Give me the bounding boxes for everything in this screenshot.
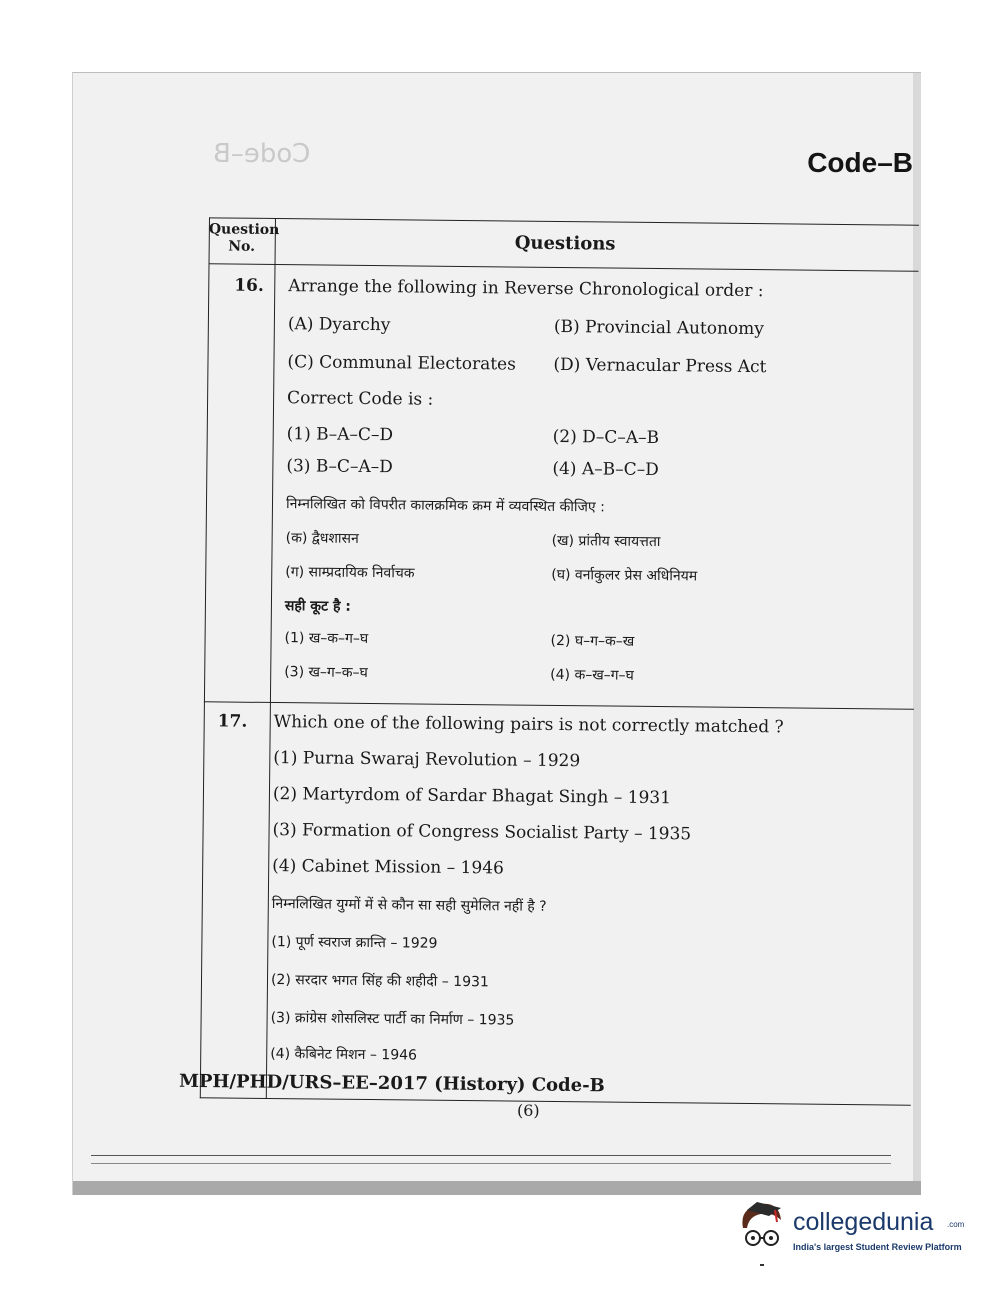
q17-hindi-stem: निम्नलिखित युग्मों में से कौन सा सही सुमेलित नहीं है ? [271, 896, 547, 915]
q17-hindi-option-4: (4) कैबिनेट मिशन – 1946 [270, 1046, 418, 1064]
q17-option-4: (4) Cabinet Mission – 1946 [272, 856, 504, 879]
q17-option-3: (3) Formation of Congress Socialist Party – 1935 [272, 820, 692, 845]
collegedunia-logo [735, 1198, 965, 1258]
page-number: (6) [517, 1101, 540, 1120]
brand-name: collegedunia [793, 1208, 934, 1236]
q17-hindi-option-1: (1) पूर्ण स्वराज क्रान्ति – 1929 [271, 934, 438, 952]
column-header-questions: Questions [514, 232, 616, 255]
corner-mark [760, 1264, 764, 1266]
scan-bottom-edge [73, 1181, 921, 1195]
question-16-number: 16. [234, 275, 264, 296]
scanned-page [72, 72, 921, 1195]
footer-code-line: MPH/PHD/URS–EE–2017 (History) Code-B [178, 1070, 605, 1097]
q16-option-2: (2) D–C–A–B [552, 426, 660, 449]
q17-hindi-option-3: (3) क्रांग्रेस शोसलिस्ट पार्टी का निर्माण – 1935 [270, 1010, 515, 1029]
question-17-number: 17. [217, 711, 248, 732]
q16-hindi-item-d: (घ) वर्नाकुलर प्रेस अधिनियम [551, 566, 698, 585]
q16-hindi-option-3: (3) ख–ग–क–घ [284, 664, 368, 682]
brand-tagline: India's largest Student Review Platform [793, 1242, 962, 1252]
q16-stem: Arrange the following in Reverse Chronological order : [288, 276, 764, 302]
q16-code-label: Correct Code is : [287, 388, 434, 410]
q16-option-3: (3) B–C–A–D [286, 456, 393, 478]
q16-item-c: (C) Communal Electorates [287, 352, 516, 375]
q16-hindi-code-label: सही कूट है : [284, 598, 352, 615]
code-heading: Code–B [807, 147, 913, 178]
q16-option-1: (1) B–A–C–D [286, 424, 394, 446]
bottom-rule [91, 1163, 891, 1164]
q16-hindi-option-4: (4) क–ख–ग–घ [550, 666, 634, 684]
q16-option-4: (4) A–B–C–D [552, 458, 659, 481]
q16-item-a: (A) Dyarchy [287, 314, 391, 336]
q16-hindi-item-b: (ख) प्रांतीय स्वायत्तता [551, 532, 661, 551]
q17-option-1: (1) Purna Swaraj Revolution – 1929 [273, 748, 581, 772]
q16-hindi-option-1: (1) ख–क–ग–घ [284, 630, 369, 648]
q16-item-b: (B) Provincial Autonomy [553, 316, 765, 340]
bottom-rule [91, 1155, 891, 1156]
bleed-through-text: Code–B [213, 139, 311, 169]
q17-option-2: (2) Martyrdom of Sardar Bhagat Singh – 1931 [272, 784, 672, 809]
q17-hindi-option-2: (2) सरदार भगत सिंह की शहीदी – 1931 [270, 972, 489, 991]
q16-hindi-stem: निम्नलिखित को विपरीत कालक्रमिक क्रम में व्यवस्थित कीजिए : [285, 496, 605, 516]
q16-hindi-option-2: (2) घ–ग–क–ख [550, 632, 635, 650]
q16-hindi-item-a: (क) द्वैधशासन [285, 530, 359, 547]
brand-suffix: .com [947, 1220, 965, 1229]
column-header-question-no: Question No. [208, 221, 280, 255]
q17-stem: Which one of the following pairs is not correctly matched ? [273, 712, 784, 738]
q16-hindi-item-c: (ग) साम्प्रदायिक निर्वाचक [285, 564, 415, 582]
mascot-icon [735, 1198, 791, 1256]
question-table [170, 217, 919, 1105]
q16-item-d: (D) Vernacular Press Act [553, 354, 767, 378]
